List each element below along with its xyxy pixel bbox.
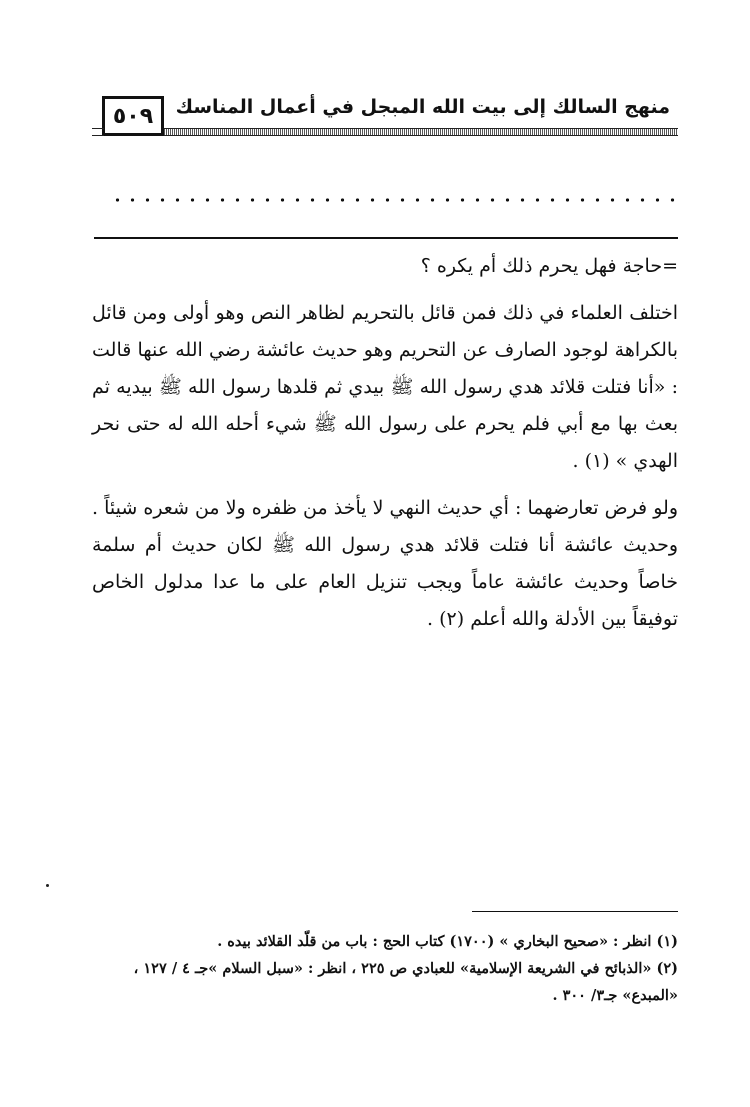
page-number-box xyxy=(102,96,164,136)
footnote-1: (١) انظر : «صحيح البخاري » (١٧٠٠) كتاب الحج : باب من قلّد القلائد بيده . xyxy=(217,933,678,950)
stray-mark xyxy=(46,884,49,887)
dotted-separator xyxy=(110,198,678,202)
footnote-2: (٢) «الذبائح في الشريعة الإسلامية» للعبادي ص ٢٢٥ ، انظر : «سبل السلام »جـ ٤ / ١٢٧ ، «المبدع» جـ٣/ ٣٠٠ . xyxy=(133,960,678,1004)
main-text xyxy=(92,248,678,638)
footnotes xyxy=(92,928,678,1009)
footnote-rule xyxy=(472,911,678,912)
top-rule xyxy=(94,237,678,239)
header-rule xyxy=(164,128,678,136)
page-number: ٥٠٩ xyxy=(112,103,154,129)
paragraph-2: اختلف العلماء في ذلك فمن قائل بالتحريم لظاهر النص وهو أولى ومن قائل بالكراهة لوجود الصارف عن التحريم وهو حديث عائشة رضي الله عنها قالت : «أنا فتلت قلائد هدي رسول الله ﷺ بيدي ثم قلدها رسول الله ﷺ بيديه ثم بعث بها مع أبي فلم يحرم على رسول الله ﷺ شيء أحله الله له حتى نحر الهدي » (١) . xyxy=(92,302,678,472)
paragraph-1: =حاجة فهل يحرم ذلك أم يكره ؟ xyxy=(420,255,678,277)
paragraph-3: ولو فرض تعارضهما : أي حديث النهي لا يأخذ من ظفره ولا من شعره شيئاً . وحديث عائشة أنا فتلت قلائد هدي رسول الله ﷺ لكان حديث أم سلمة خاصاً وحديث عائشة عاماً ويجب تنزيل العام على ما عدا مدلول الخاص توفيقاً بين الأدلة والله أعلم (٢) . xyxy=(92,497,678,630)
header-rule-left xyxy=(92,128,104,136)
running-header-title: منهج السالك إلى بيت الله المبجل في أعمال المناسك xyxy=(175,96,670,118)
